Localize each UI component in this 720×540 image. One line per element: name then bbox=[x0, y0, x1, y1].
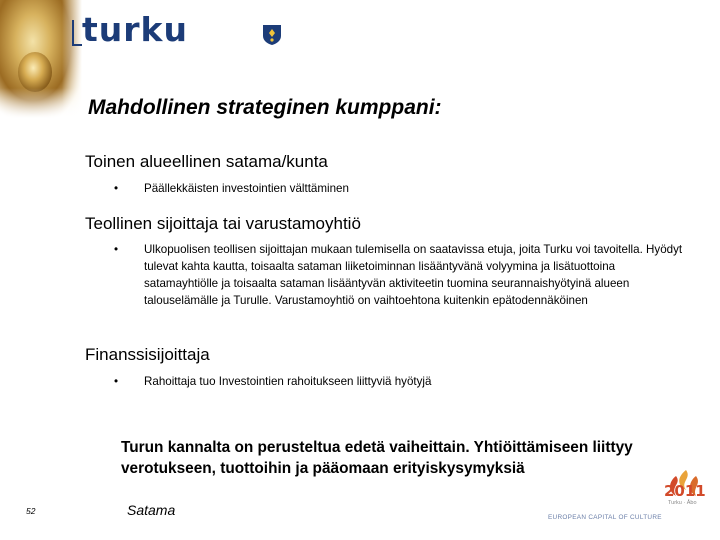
logo-text: turku bbox=[82, 10, 188, 49]
turku-logo bbox=[72, 10, 222, 49]
bullet-item-2 bbox=[114, 241, 684, 309]
bullet-symbol: • bbox=[114, 243, 119, 256]
bullet-item-1 bbox=[114, 180, 684, 197]
logo-bracket bbox=[72, 20, 82, 46]
footer-label: Satama bbox=[127, 502, 176, 518]
section-heading-2: Teollinen sijoittaja tai varustamoyhtiö bbox=[85, 214, 361, 233]
ecoc-year: 2011 bbox=[664, 482, 706, 500]
bullet-item-3 bbox=[114, 373, 684, 390]
bullet-text: Ulkopuolisen teollisen sijoittajan mukaan tulemisella on saatavissa etuja, joita Turku voi tavoitella. Hyödyt tulevat kahta kautta, toisaalta sataman liiketoiminnan lisääntyvänä volyymina ja lisätuottoina satamayhtiölle ja toisaalta sataman lisääntyvän aktiviteetin tuomina seurannaishyötyinä alueen talouselämälle ja Turulle. Varustamoyhtiö on vaihtoehtona kuitenkin epätodennäköinen bbox=[144, 243, 683, 307]
bullet-text: Rahoittaja tuo Investointien rahoitukseen liittyviä hyötyjä bbox=[144, 375, 432, 388]
bullet-symbol: • bbox=[114, 182, 119, 195]
bullet-text: Päällekkäisten investointien välttäminen bbox=[144, 182, 349, 195]
section-heading-3: Finanssisijoittaja bbox=[85, 345, 210, 364]
page-number: 52 bbox=[26, 506, 36, 516]
slide-title: Mahdollinen strateginen kumppani: bbox=[88, 96, 442, 119]
summary-text: Turun kannalta on perusteltua edetä vaiheittain. Yhtiöittämiseen liittyy verotukseen, tuottoihin ja pääomaan erityiskysymyksiä bbox=[121, 439, 633, 477]
ecoc-caption: EUROPEAN CAPITAL OF CULTURE bbox=[548, 514, 662, 521]
ornament-image bbox=[18, 52, 52, 92]
bullet-symbol: • bbox=[114, 375, 119, 388]
section-heading-1: Toinen alueellinen satama/kunta bbox=[85, 152, 328, 171]
corner-photo bbox=[0, 0, 82, 118]
crest-icon bbox=[262, 24, 282, 46]
ecoc-subtitle: Turku · Åbo bbox=[668, 500, 697, 506]
ecoc-logo bbox=[548, 468, 716, 528]
